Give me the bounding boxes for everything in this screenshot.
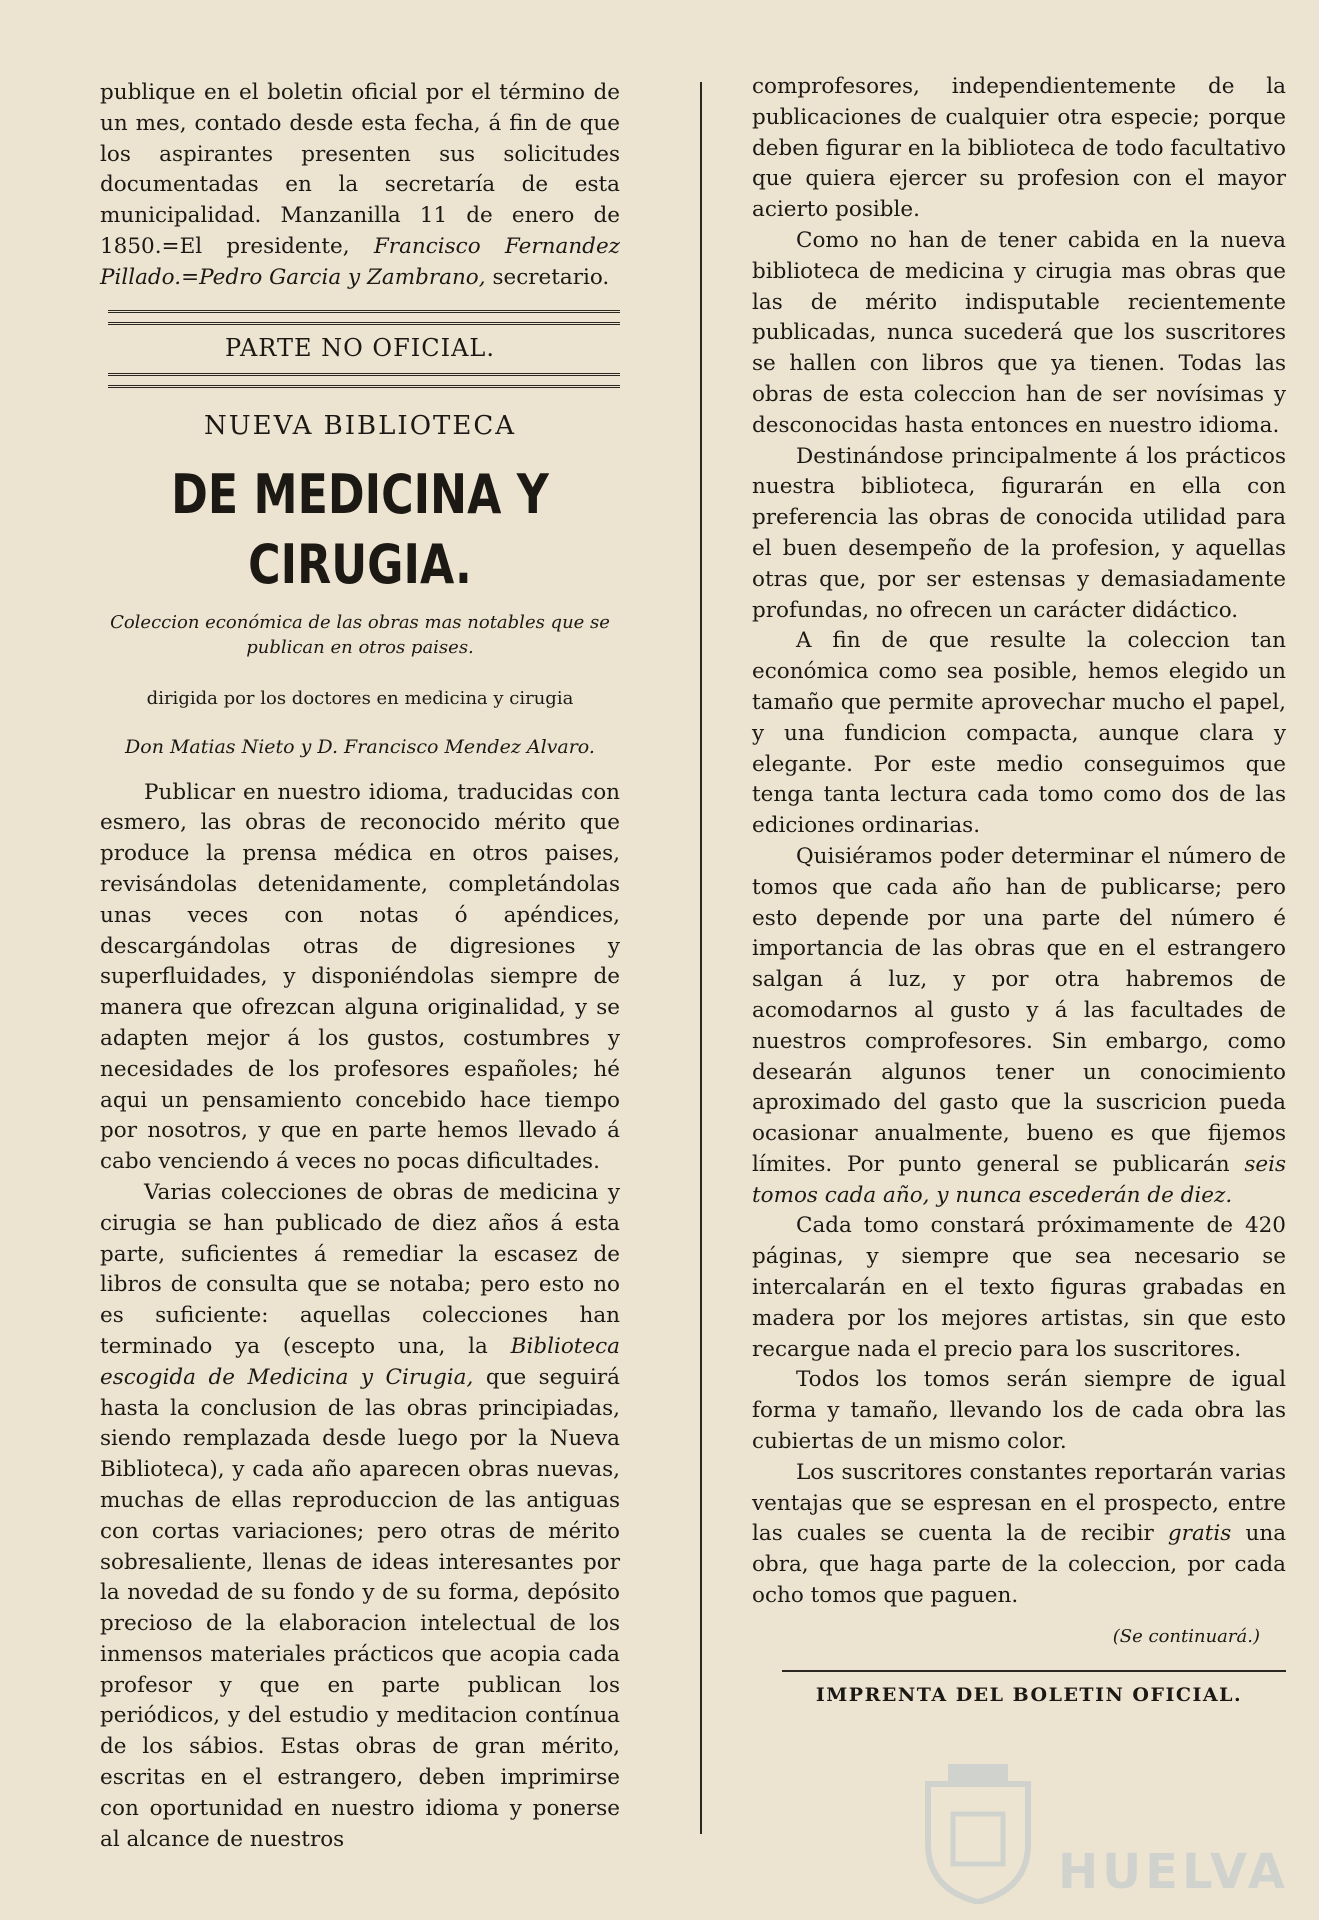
paragraph-7: Cada tomo constará próximamente de 420 páginas, y siempre que sea necesario se intercalarán en el texto figuras grabadas en madera por los mejores artistas, sin que esto recargue nada el precio para los suscritores. xyxy=(752,1213,1286,1362)
imprint-line: IMPRENTA DEL BOLETIN OFICIAL. xyxy=(815,1683,1243,1706)
paragraph-3: Como no han de tener cabida en la nueva biblioteca de medicina y cirugia mas obras que las de mérito indisputable recientemente publicadas, nunca sucederá que los suscritores se hallen con libros que ya tienen. Todas las obras de esta coleccion han de ser novísimas y desconocidas hasta entonces en nuestro idioma. xyxy=(752,227,1286,438)
watermark xyxy=(918,1748,1289,1908)
p2-end: que seguirá hasta la conclusion de las obras principiadas, siendo remplazada desde luego por la Nueva Biblioteca), y cada año aparecen obras nuevas, muchas de ellas reproduccion de las antiguas con cortas variaciones; pero otras de mérito sobresaliente, llenas de ideas interesantes por la novedad de su fondo y de su forma, depósito precioso de la elaboracion intelectual de los inmensos materiales prácticos que acopia cada profesor y que en parte publican los periódicos, y del estudio y meditacion contínua de los sábios. Estas obras de gran mérito, escritas en el estrangero, deben imprimirse con oportunidad en nuestro idioma y ponerse al alcance de nuestros xyxy=(100,1364,621,1852)
paragraph-2 xyxy=(100,1178,620,1856)
paragraph-9 xyxy=(752,1458,1286,1612)
bottom-rule xyxy=(108,373,620,388)
paragraph-6 xyxy=(752,842,1286,1212)
imprint-rule xyxy=(782,1670,1286,1672)
intro-paragraph xyxy=(100,78,620,294)
paragraph-1-continued: comprofesores, independientemente de la publicaciones de cualquier otra especie; porque deben figurar en la biblioteca de todo facultativo que quiera ejercer su profesion con el mayor acierto posible. xyxy=(752,74,1286,223)
right-column xyxy=(752,72,1286,1710)
p2-start: Varias colecciones de obras de medicina y cirugia se han publicado de diez años á esta parte, suficientes á remediar la escasez de libros de consulta que se notaba; pero esto no es suficiente: aquellas colecciones han terminado ya (escepto una, la xyxy=(100,1179,620,1359)
nb-title-line1: NUEVA BIBLIOTECA xyxy=(203,410,517,441)
paragraph-4: Destinándose principalmente á los prácticos nuestra biblioteca, figurarán en ella con preferencia las obras de conocida utilidad para el buen desempeño de la profesion, y aquellas otras que, por ser estensas y demasiadamente profundas, no ofrecen un carácter didáctico. xyxy=(752,443,1286,623)
crest-icon xyxy=(918,1754,1038,1904)
top-rule xyxy=(108,310,620,325)
paragraph-5: A fin de que resulte la coleccion tan económica como sea posible, hemos elegido un tamaño que permite aprovechar mucho el papel, y una fundicion compacta, aunque clara y elegante. Por este medio conseguimos que tenga tanta lectura cada tomo como dos de las ediciones ordinarias. xyxy=(752,628,1286,839)
section-title: PARTE NO OFICIAL. xyxy=(225,333,495,362)
intro-text: publique en el boletin oficial por el término de un mes, contado desde esta fecha, á fin de que los aspirantes presenten sus solicitudes documentadas en la secretaría de esta municipalidad. Manzanilla 11 de enero de 1850.=El presidente, xyxy=(100,80,620,259)
p9-start: Los suscritores constantes reportarán varias ventajas que se espresan en el prospecto, entre las cuales se cuenta la de recibir xyxy=(752,1459,1286,1547)
nb-subtitle: Coleccion económica de las obras mas notables que se publican en otros paises. xyxy=(110,611,610,658)
watermark-text: HUELVA xyxy=(1058,1844,1289,1900)
p2-italic: Biblioteca escogida de Medicina y Cirugia, xyxy=(100,1333,620,1390)
continued-note: (Se continuará.) xyxy=(1112,1625,1260,1647)
nb-directed: dirigida por los doctores en medicina y cirugia xyxy=(146,687,574,709)
intro-signers: Francisco Fernandez Pillado.=Pedro Garcia y Zambrano, xyxy=(100,233,620,290)
nb-authors: Don Matias Nieto y D. Francisco Mendez Alvaro. xyxy=(125,735,595,758)
paragraph-1: Publicar en nuestro idioma, traducidas con esmero, las obras de reconocido mérito que produce la prensa médica en otros paises, revisándolas detenidamente, completándolas unas veces con notas ó apéndices, descargándolas otras de digresiones y superfluidades, y disponiéndolas siempre de manera que ofrezcan alguna originalidad, y se adapten mejor á los gustos, costumbres y necesidades de los profesores españoles; hé aqui un pensamiento concebido hace tiempo por nosotros, y que en parte hemos llevado á cabo venciendo á veces no pocas dificultades. xyxy=(100,779,620,1175)
p9-italic: gratis xyxy=(1167,1521,1232,1547)
p6-start: Quisiéramos poder determinar el número de tomos que cada año han de publicarse; pero esto depende por una parte del número é importancia de las obras que en el estrangero salgan á luz, y por otra habremos de acomodarnos al gusto y á las facultades de nuestros comprofesores. Sin embargo, como desearán algunos tener un conocimiento aproximado del gasto que la suscricion pueda ocasionar anualmente, bueno es que fijemos límites. Por punto general se publicarán xyxy=(752,843,1286,1177)
nb-title-line2: DE MEDICINA Y CIRUGIA. xyxy=(171,462,549,596)
left-column xyxy=(100,78,620,1855)
p9-end: una obra, que haga parte de la coleccion, por cada ocho tomos que paguen. xyxy=(752,1521,1287,1609)
column-divider xyxy=(700,82,702,1834)
intro-tail: secretario. xyxy=(492,264,610,290)
p6-italic: seis tomos cada año, y nunca escederán de diez. xyxy=(752,1151,1286,1208)
paragraph-8: Todos los tomos serán siempre de igual forma y tamaño, llevando los de cada obra las cubiertas de un mismo color. xyxy=(752,1367,1286,1455)
